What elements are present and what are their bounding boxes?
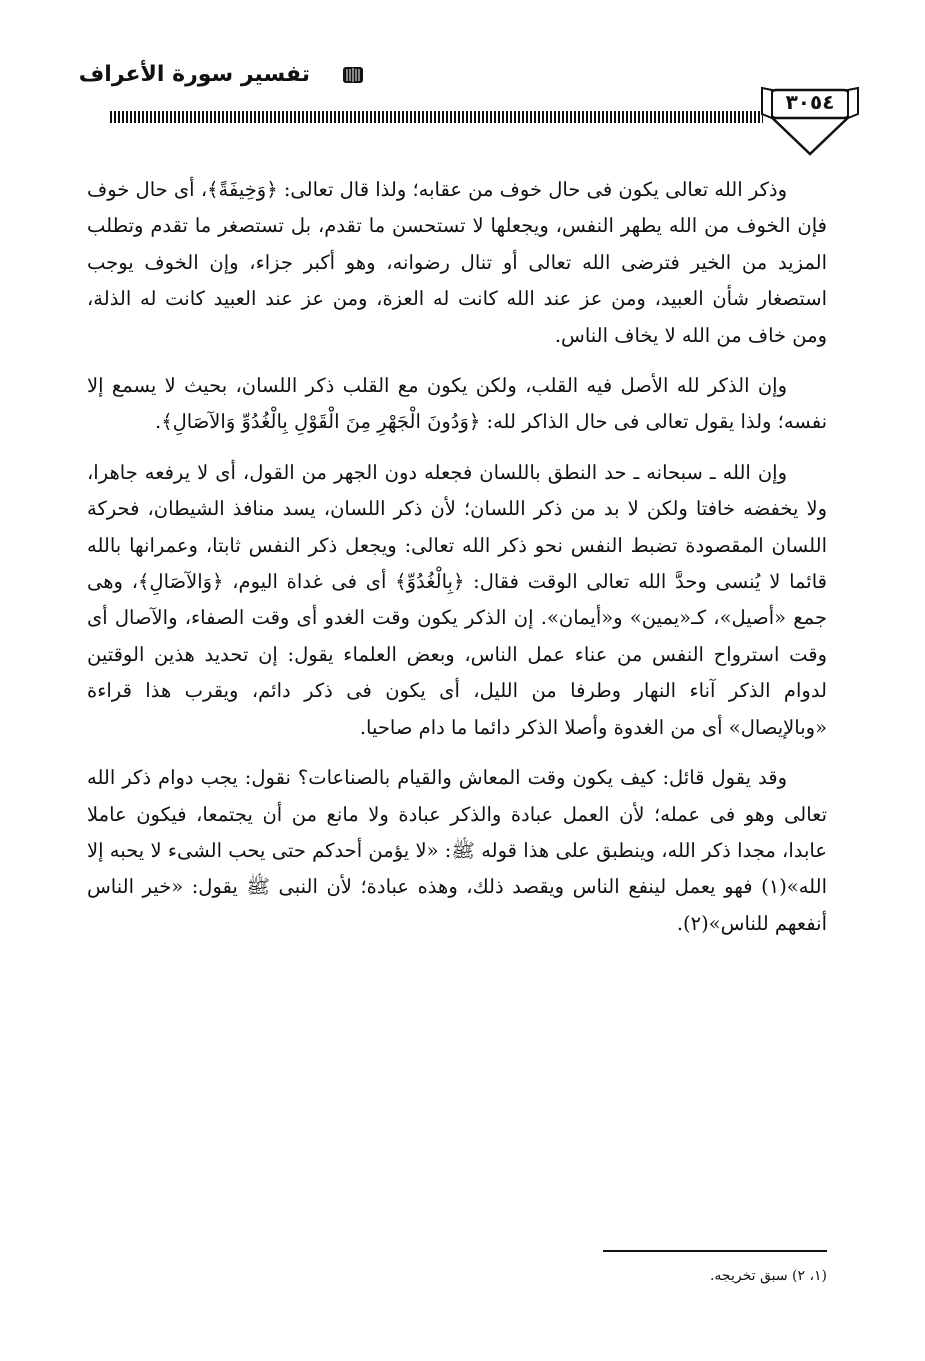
running-title: تفسير سورة الأعراف	[78, 62, 310, 87]
paragraph: وقد يقول قائل: كيف يكون وقت المعاش والقيام بالصناعات؟ نقول: يجب دوام ذكر الله تعالى وهو فى عمله؛ لأن العمل عبادة والذكر عبادة ولا مانع من أن يجتمعا، فيكون عاملا عابدا، مجدا ذكر الله، وينطبق على هذا قوله ﷺ: «لا يؤمن أحدكم حتى يحب الشىء لا يحبه إلا الله»(١) فهو يعمل لينفع الناس ويقصد ذلك، وهذه عبادة؛ لأن النبى ﷺ يقول: «خير الناس أنفعهم للناس»(٢).	[87, 766, 827, 935]
header-rule	[110, 111, 763, 123]
paragraph: وإن الله ـ سبحانه ـ حد النطق باللسان فجعله دون الجهر من القول، أى لا يرفعه جاهرا، ولا يخفضه خافتا ولكن لا بد من ذكر اللسان؛ لأن ذكر اللسان، يسد منافذ الشيطان، فحركة اللسان المقصودة تضبط النفس نحو ذكر الله تعالى: ويجعل ذكر النفس ثابتا، وعمرانها بالله قائما لا يُنسى وحدَّ الله تعالى الوقت فقال: ﴿بِالْغُدُوِّ﴾ أى فى غداة اليوم، ﴿وَالآصَالِ﴾، وهى جمع «أصيل»، كـ«يمين» و«أيمان». إن الذكر يكون وقت الغدو أى وقت الصفاء، والآصال أى وقت استرواح النفس من عناء عمل الناس، وبعض العلماء يقول: إن تحديد هذين الوقتين لدوام الذكر آناء النهار وطرفا من الليل، أى يكون فى ذكر دائم، ويقرب هذا قراءة «وبالإيصال» أى من الغدوة وأصلا الذكر دائما ما دام صاحيا.	[87, 460, 827, 739]
footnote: (١، ٢) سبق تخريجه.	[709, 1268, 827, 1284]
page-number: ٣٠٥٤	[785, 90, 835, 114]
body-text	[87, 172, 827, 942]
book-ornament-icon	[341, 64, 365, 86]
paragraph: وذكر الله تعالى يكون فى حال خوف من عقابه؛ ولذا قال تعالى: ﴿وَخِيفَةً﴾، أى حال خوف فإن الخوف من الله يطهر النفس، ويجعلها لا تستحسن ما تقدم، بل تستصغر ما تقدم وتطلب المزيد من الخير فترضى الله تعالى أو تنال رضوانه، وهو أكبر جزاء، وإن الخوف يوجب استصغار شأن العبيد، ومن عز عند الله كانت له العزة، ومن عز عند العبيد كانت له الذلة، ومن خاف من الله لا يخاف الناس.	[87, 178, 827, 347]
paragraph: وإن الذكر لله الأصل فيه القلب، ولكن يكون مع القلب ذكر اللسان، بحيث لا يسمع إلا نفسه؛ ولذا يقول تعالى فى حال الذاكر لله: ﴿وَدُونَ الْجَهْرِ مِنَ الْقَوْلِ بِالْغُدُوِّ وَالآصَالِ﴾.	[87, 374, 827, 434]
footnote-separator	[603, 1250, 827, 1252]
